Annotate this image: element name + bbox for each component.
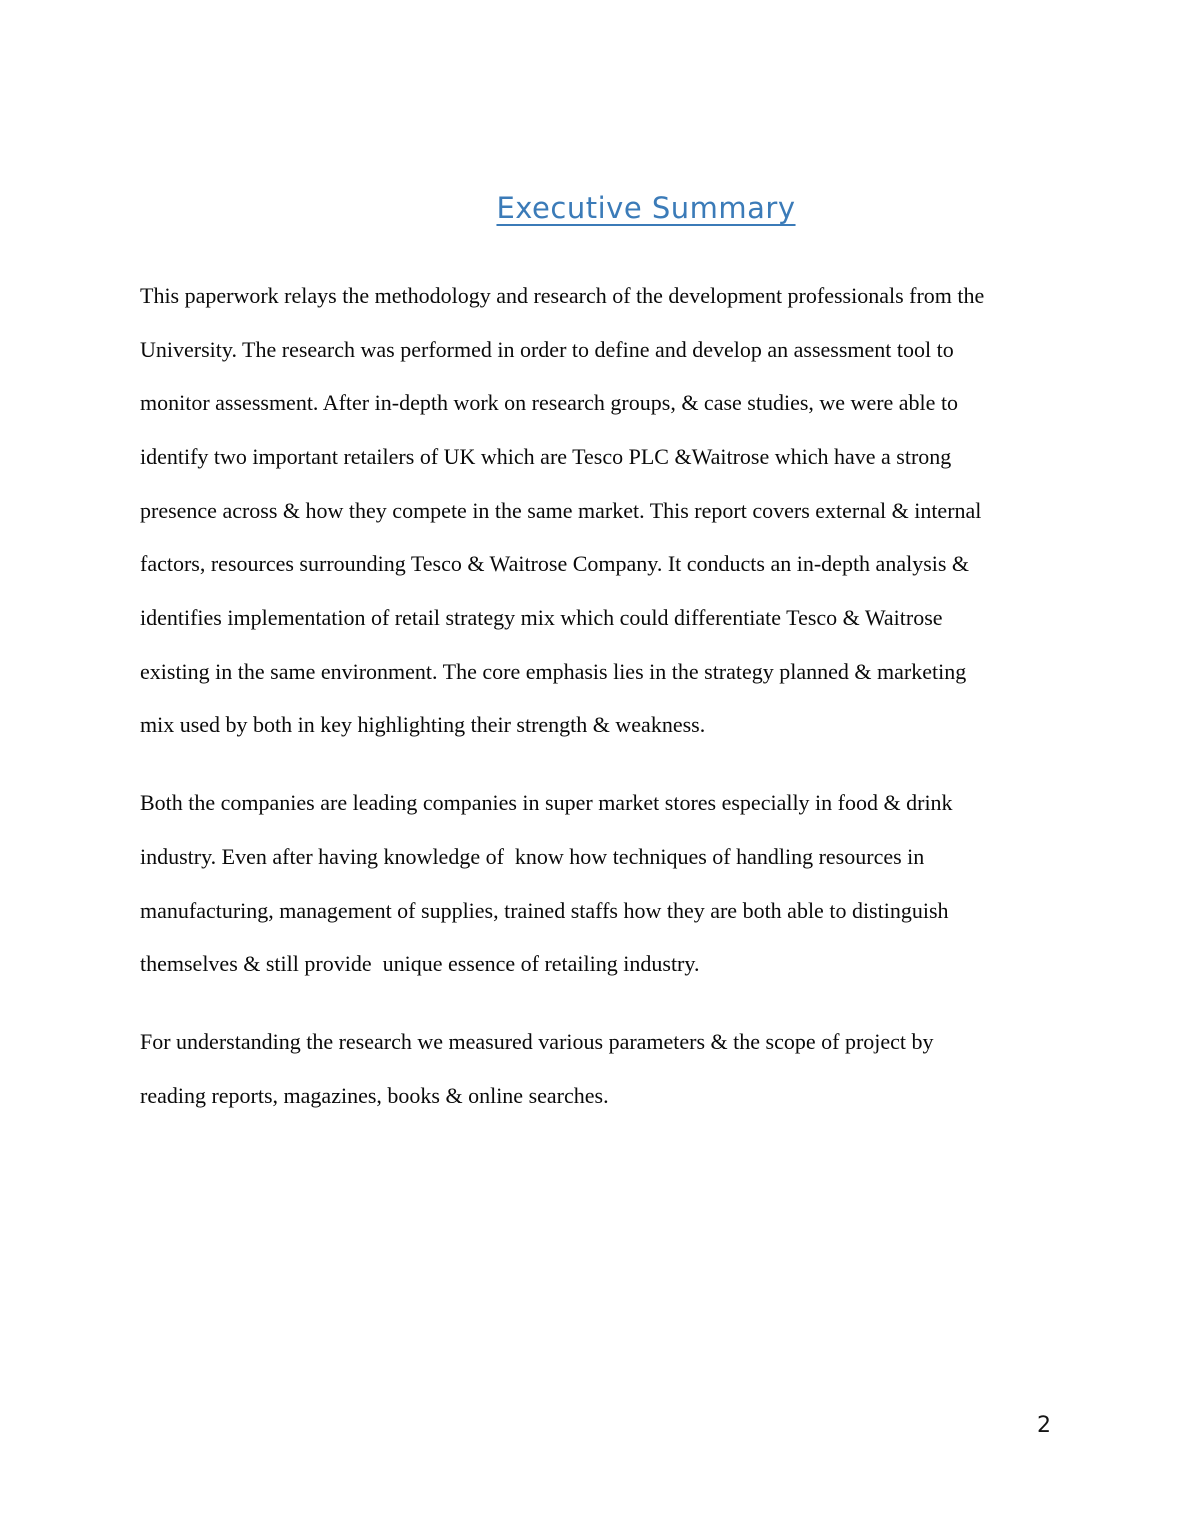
text-line: reading reports, magazines, books & online searches. <box>140 1082 609 1108</box>
text-line: identify two important retailers of UK which are Tesco PLC &Waitrose which have a strong <box>140 443 952 469</box>
paragraph <box>140 1015 1052 1122</box>
text-line: themselves & still provide unique essence of retailing industry. <box>140 951 700 977</box>
text-line: This paperwork relays the methodology and research of the development professionals from the <box>140 282 985 308</box>
text-line: existing in the same environment. The core emphasis lies in the strategy planned & marketing <box>140 658 967 684</box>
text-line: identifies implementation of retail strategy mix which could differentiate Tesco & Waitrose <box>140 605 943 631</box>
document-body <box>140 269 1052 1123</box>
text-line: factors, resources surrounding Tesco & Waitrose Company. It conducts an in-depth analysis & <box>140 551 970 577</box>
page-number: 2 <box>1037 1413 1051 1438</box>
document-title-text: Executive Summary <box>496 191 796 225</box>
text-line: manufacturing, management of supplies, trained staffs how they are both able to distinguish <box>140 897 949 923</box>
text-line: Both the companies are leading companies in super market stores especially in food & drink <box>140 790 953 816</box>
text-line: mix used by both in key highlighting their strength & weakness. <box>140 712 706 738</box>
document-title <box>0 0 1190 226</box>
text-line: monitor assessment. After in-depth work on research groups, & case studies, we were able to <box>140 390 959 416</box>
text-line: presence across & how they compete in the same market. This report covers external & internal <box>140 497 982 523</box>
paragraph <box>140 776 1052 991</box>
paragraph <box>140 269 1052 752</box>
text-line: University. The research was performed in order to define and develop an assessment tool to <box>140 336 954 362</box>
text-line: industry. Even after having knowledge of know how techniques of handling resources in <box>140 843 925 869</box>
text-line: For understanding the research we measured various parameters & the scope of project by <box>140 1028 934 1054</box>
